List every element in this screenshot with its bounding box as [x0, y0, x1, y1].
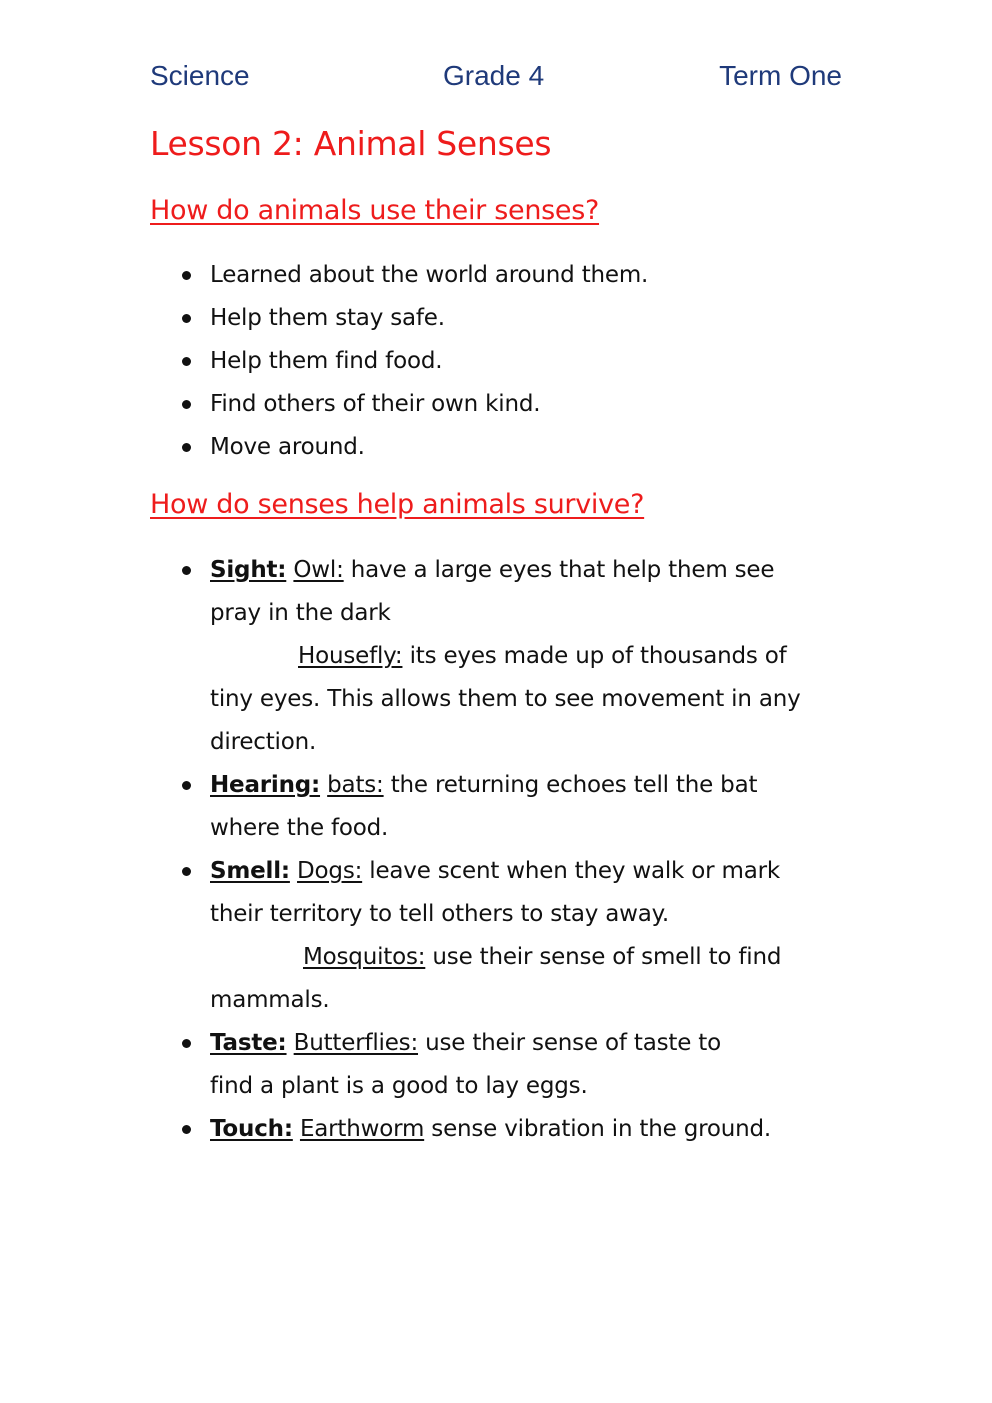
list-item-taste: Taste: Butterflies: use their sense of taste to find a plant is a good to lay eggs. — [0, 1022, 840, 1108]
header-grade: Grade 4 — [443, 60, 545, 91]
list-item: Help them stay safe. — [0, 297, 840, 340]
senses-survive-list — [0, 549, 840, 1151]
list-item-sight: Sight: Owl: have a large eyes that help them see pray in the dark Housefly: its eyes made up of thousands of tiny eyes. This allows them to see movement in any direction. — [0, 549, 840, 764]
section-heading-senses-survive: How do senses help animals survive? — [150, 489, 645, 520]
animal-name: Mosquitos: — [303, 944, 426, 970]
list-item-hearing: Hearing: bats: the returning echoes tell the bat where the food. — [0, 764, 840, 850]
list-item: Find others of their own kind. — [0, 383, 840, 426]
bullet-icon — [182, 867, 191, 876]
animal-name: Housefly: — [298, 643, 403, 669]
bullet-icon — [182, 314, 191, 323]
list-item: Move around. — [0, 426, 840, 469]
list-item: Help them find food. — [0, 340, 840, 383]
header-subject: Science — [150, 60, 250, 91]
sense-label: Taste: — [210, 1030, 287, 1056]
sense-label: Smell: — [210, 858, 290, 884]
animal-name: Butterflies: — [293, 1030, 419, 1056]
sense-label: Touch: — [210, 1116, 293, 1142]
animal-name: Owl: — [293, 557, 344, 583]
list-item-touch: Touch: Earthworm sense vibration in the ground. — [0, 1108, 840, 1151]
list-item-smell: Smell: Dogs: leave scent when they walk or mark their territory to tell others to stay away. Mosquitos: use their sense of smell to find mammals. — [0, 850, 840, 1022]
bullet-icon — [182, 566, 191, 575]
bullet-icon — [182, 781, 191, 790]
bullet-icon — [182, 357, 191, 366]
bullet-icon — [182, 1039, 191, 1048]
page-header — [150, 60, 842, 100]
animal-name: bats: — [327, 772, 384, 798]
section-heading-senses-use: How do animals use their senses? — [150, 195, 600, 226]
bullet-icon — [182, 271, 191, 280]
bullet-icon — [182, 400, 191, 409]
senses-use-list — [0, 254, 840, 469]
lesson-title: Lesson 2: Animal Senses — [150, 124, 552, 163]
header-term: Term One — [719, 60, 842, 91]
bullet-icon — [182, 443, 191, 452]
sense-label: Sight: — [210, 557, 287, 583]
animal-name: Earthworm — [299, 1116, 425, 1142]
animal-name: Dogs: — [297, 858, 363, 884]
list-item: Learned about the world around them. — [0, 254, 840, 297]
bullet-icon — [182, 1125, 191, 1134]
sense-label: Hearing: — [210, 772, 321, 798]
